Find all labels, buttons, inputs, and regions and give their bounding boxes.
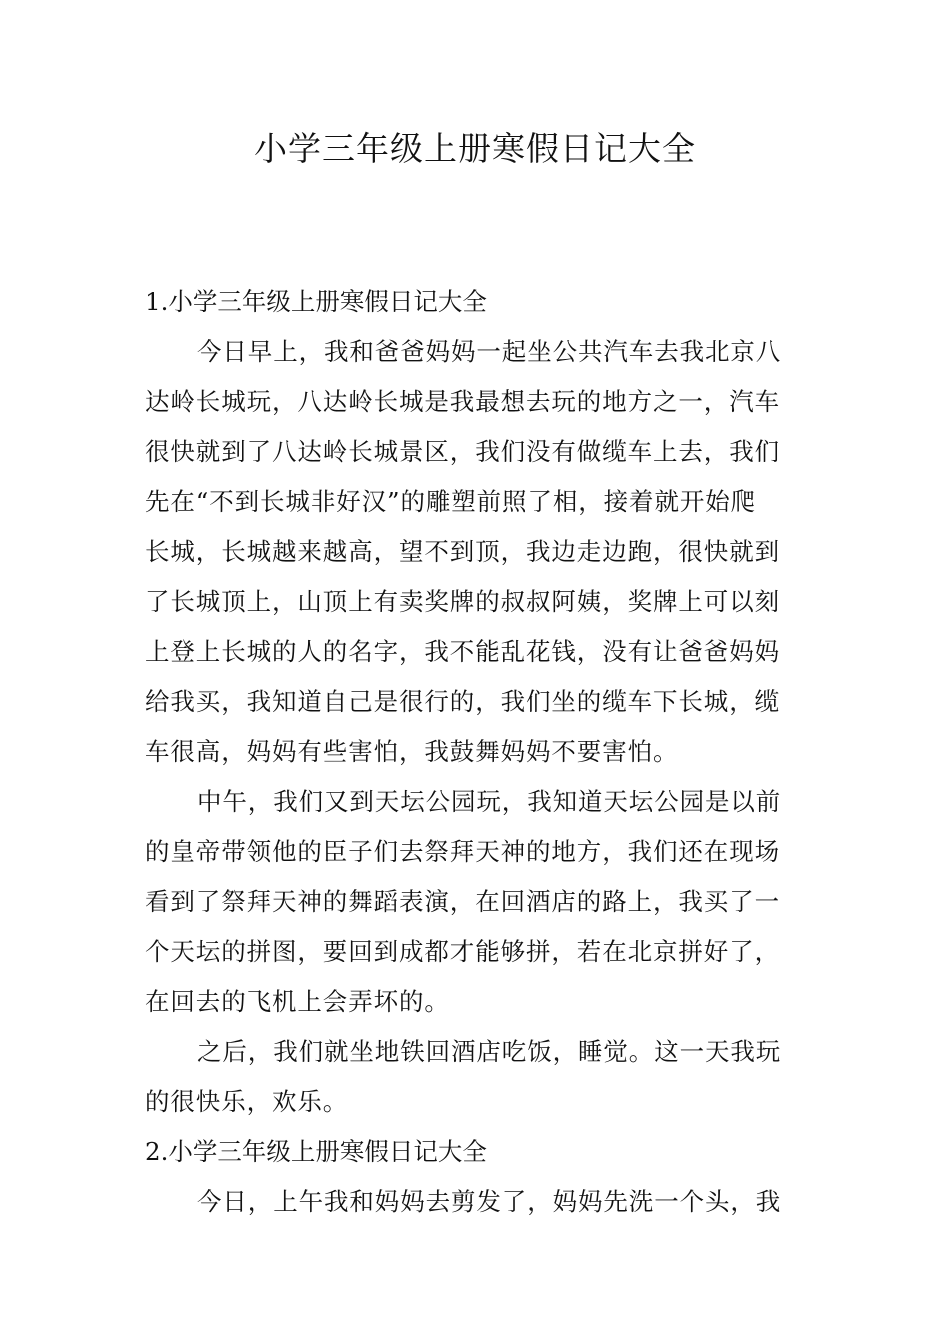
paragraph-line: 车很高，妈妈有些害怕，我鼓舞妈妈不要害怕。 — [145, 737, 679, 766]
paragraph-line: 中午，我们又到天坛公园玩，我知道天坛公园是以前 — [197, 787, 782, 816]
paragraph-line: 了长城顶上，山顶上有卖奖牌的叔叔阿姨，奖牌上可以刻 — [145, 587, 780, 616]
section-heading: 1.小学三年级上册寒假日记大全 — [145, 287, 487, 316]
paragraph-line: 给我买，我知道自己是很行的，我们坐的缆车下长城，缆 — [145, 687, 780, 716]
paragraph-line: 长城，长城越来越高，望不到顶，我边走边跑，很快就到 — [145, 537, 780, 566]
paragraph-line: 今日早上，我和爸爸妈妈一起坐公共汽车去我北京八 — [197, 337, 782, 366]
paragraph-line: 很快就到了八达岭长城景区，我们没有做缆车上去，我们 — [145, 437, 780, 466]
paragraph-line: 的很快乐，欢乐。 — [145, 1087, 349, 1116]
paragraph-line: 先在“不到长城非好汉”的雕塑前照了相，接着就开始爬 — [145, 487, 757, 516]
document-body — [145, 277, 810, 1227]
paragraph-line: 个天坛的拼图，要回到成都才能够拼，若在北京拼好了， — [145, 937, 780, 966]
paragraph-line: 达岭长城玩，八达岭长城是我最想去玩的地方之一，汽车 — [145, 387, 780, 416]
paragraph-line: 上登上长城的人的名字，我不能乱花钱，没有让爸爸妈妈 — [145, 637, 780, 666]
paragraph-line: 之后，我们就坐地铁回酒店吃饭，睡觉。这一天我玩 — [197, 1037, 782, 1066]
paragraph-line: 在回去的飞机上会弄坏的。 — [145, 987, 450, 1016]
paragraph-line: 看到了祭拜天神的舞蹈表演，在回酒店的路上，我买了一 — [145, 887, 780, 916]
document-title: 小学三年级上册寒假日记大全 — [254, 129, 696, 168]
section-heading: 2.小学三年级上册寒假日记大全 — [145, 1137, 487, 1166]
paragraph-line: 今日，上午我和妈妈去剪发了，妈妈先洗一个头，我 — [197, 1187, 782, 1216]
paragraph-line: 的皇帝带领他的臣子们去祭拜天神的地方，我们还在现场 — [145, 837, 780, 866]
